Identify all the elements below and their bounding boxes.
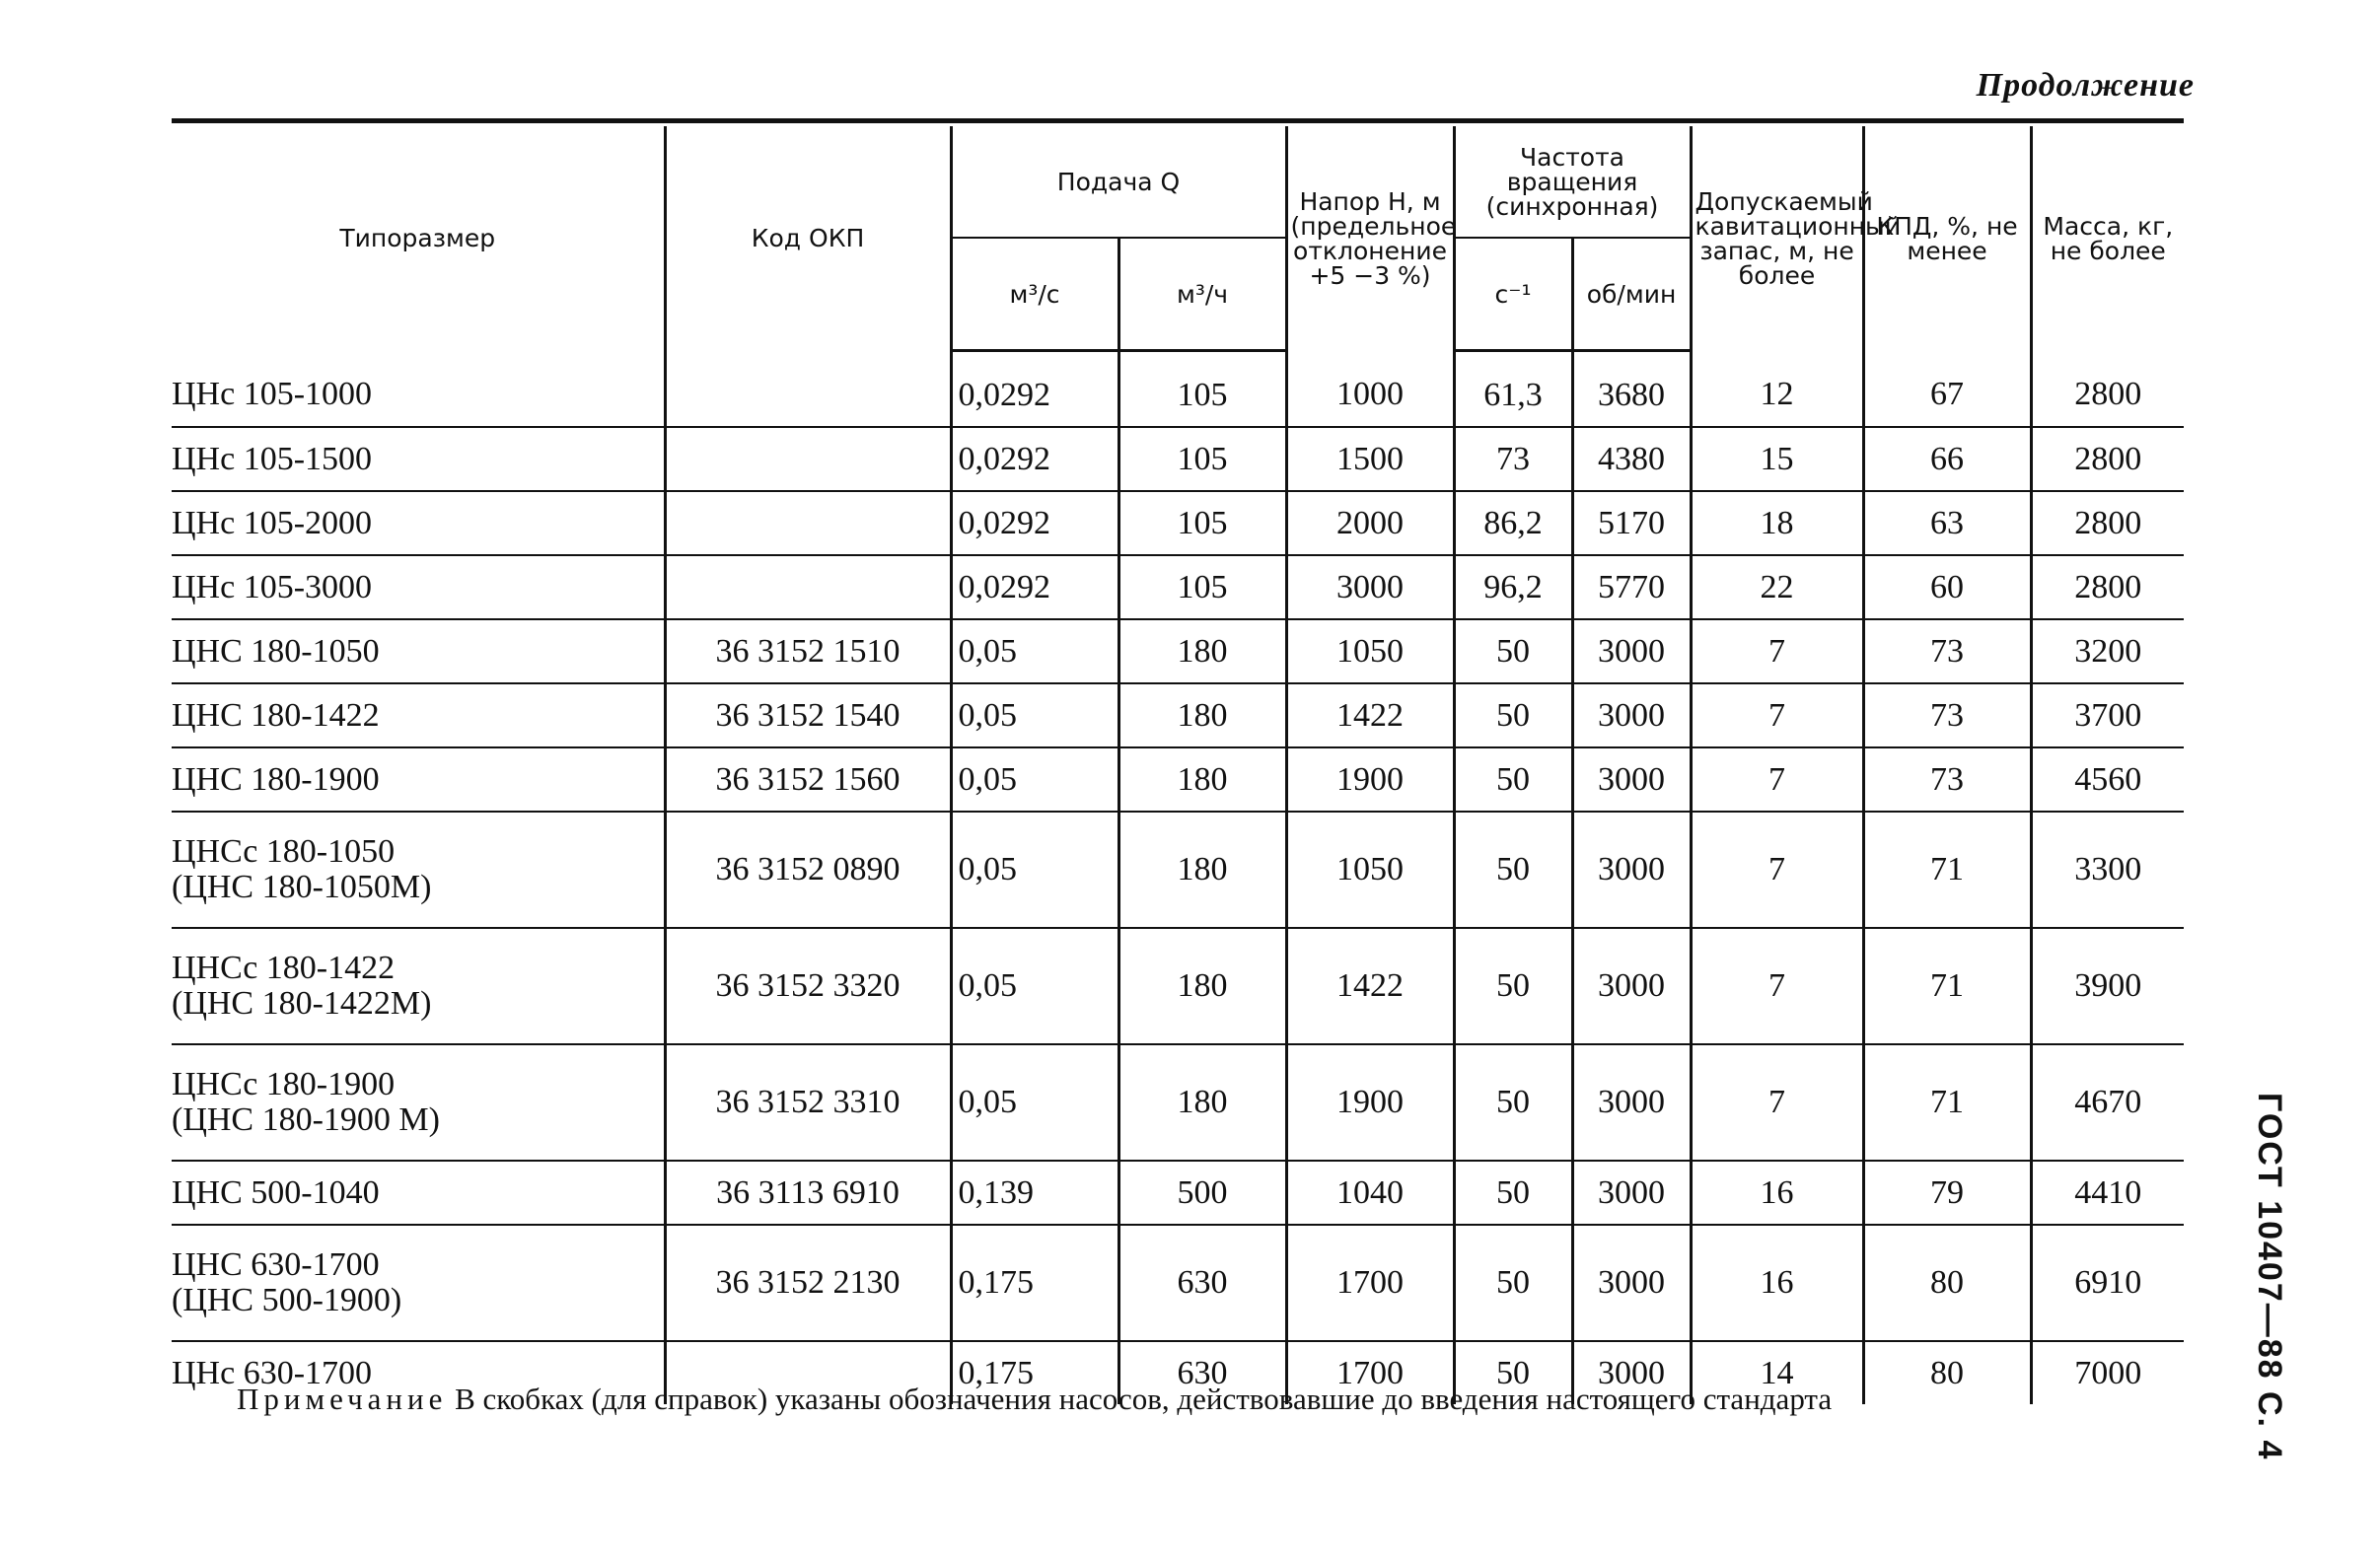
cell-supply-m3s: 0,175 — [951, 1341, 1118, 1404]
cell-code: 36 3152 0890 — [665, 812, 951, 928]
cell-type — [172, 619, 665, 683]
header-supply-m3s: м³/с — [951, 238, 1118, 351]
header-code: Код ОКП — [665, 126, 951, 351]
cell-speed-s: 96,2 — [1454, 555, 1572, 619]
cell-supply-m3h: 180 — [1118, 1044, 1286, 1161]
type-name: ЦНс 105-2000 — [172, 504, 373, 541]
cell-npsh: 18 — [1691, 491, 1863, 555]
cell-supply-m3s: 0,05 — [951, 812, 1118, 928]
cell-speed-s: 50 — [1454, 812, 1572, 928]
cell-speed-rpm: 3000 — [1572, 1044, 1691, 1161]
cell-npsh: 7 — [1691, 1044, 1863, 1161]
table-row — [172, 555, 2184, 619]
table-row — [172, 928, 2184, 1044]
cell-head: 1500 — [1286, 427, 1454, 491]
cell-head: 1700 — [1286, 1225, 1454, 1341]
cell-mass: 2800 — [2031, 351, 2184, 428]
cell-speed-rpm: 3000 — [1572, 1225, 1691, 1341]
cell-type — [172, 928, 665, 1044]
cell-supply-m3h: 180 — [1118, 812, 1286, 928]
cell-head: 1700 — [1286, 1341, 1454, 1404]
cell-speed-rpm: 3000 — [1572, 1341, 1691, 1404]
type-name: ЦНСс 180-1422 — [172, 950, 396, 986]
cell-head: 1050 — [1286, 619, 1454, 683]
cell-mass: 4670 — [2031, 1044, 2184, 1161]
type-name: ЦНс 105-1500 — [172, 440, 373, 477]
pump-spec-table — [172, 126, 2184, 1404]
cell-head: 1422 — [1286, 928, 1454, 1044]
cell-speed-s: 50 — [1454, 619, 1572, 683]
cell-speed-s: 50 — [1454, 1044, 1572, 1161]
type-name: ЦНС 180-1900 — [172, 760, 380, 798]
table-row — [172, 1044, 2184, 1161]
cell-efficiency: 73 — [1863, 683, 2031, 747]
type-name: ЦНС 180-1050 — [172, 632, 380, 670]
table-note — [172, 1381, 2184, 1418]
cell-speed-rpm: 3680 — [1572, 351, 1691, 428]
cell-mass: 2800 — [2031, 491, 2184, 555]
cell-speed-rpm: 3000 — [1572, 683, 1691, 747]
cell-npsh: 7 — [1691, 619, 1863, 683]
cell-type — [172, 491, 665, 555]
cell-supply-m3h: 630 — [1118, 1341, 1286, 1404]
cell-code: 36 3152 3320 — [665, 928, 951, 1044]
type-name: ЦНС 180-1422 — [172, 696, 380, 734]
note-text: В скобках (для справок) указаны обозначения насосов, действовавшие до введения настоящего стандарта — [455, 1382, 1833, 1416]
cell-supply-m3s: 0,139 — [951, 1161, 1118, 1225]
cell-code: 36 3152 3310 — [665, 1044, 951, 1161]
cell-efficiency: 80 — [1863, 1341, 2031, 1404]
cell-speed-s: 50 — [1454, 1341, 1572, 1404]
type-name: ЦНС 630-1700 — [172, 1246, 380, 1283]
cell-code — [665, 555, 951, 619]
cell-efficiency: 71 — [1863, 928, 2031, 1044]
header-mass: Масса, кг, не более — [2031, 126, 2184, 351]
cell-supply-m3h: 105 — [1118, 491, 1286, 555]
header-type: Типоразмер — [339, 224, 496, 253]
cell-supply-m3h: 105 — [1118, 351, 1286, 428]
cell-speed-rpm: 3000 — [1572, 1161, 1691, 1225]
cell-head: 1000 — [1286, 351, 1454, 428]
cell-npsh: 15 — [1691, 427, 1863, 491]
cell-code — [665, 427, 951, 491]
cell-supply-m3s: 0,0292 — [951, 555, 1118, 619]
cell-head: 2000 — [1286, 491, 1454, 555]
cell-supply-m3s: 0,05 — [951, 683, 1118, 747]
cell-type — [172, 1044, 665, 1161]
continuation-label: Продолжение — [1976, 67, 2195, 104]
cell-speed-rpm: 3000 — [1572, 812, 1691, 928]
header-efficiency: КПД, %, не менее — [1863, 126, 2031, 351]
cell-npsh: 7 — [1691, 683, 1863, 747]
cell-npsh: 12 — [1691, 351, 1863, 428]
cell-supply-m3s: 0,05 — [951, 619, 1118, 683]
cell-supply-m3h: 180 — [1118, 619, 1286, 683]
cell-supply-m3h: 500 — [1118, 1161, 1286, 1225]
cell-npsh: 7 — [1691, 928, 1863, 1044]
cell-npsh: 7 — [1691, 812, 1863, 928]
cell-efficiency: 63 — [1863, 491, 2031, 555]
cell-speed-rpm: 4380 — [1572, 427, 1691, 491]
cell-supply-m3s: 0,0292 — [951, 491, 1118, 555]
cell-head: 1422 — [1286, 683, 1454, 747]
header-head: Напор H, м (предельное отклонение +5 −3 %) — [1286, 126, 1454, 351]
table-row — [172, 683, 2184, 747]
cell-efficiency: 79 — [1863, 1161, 2031, 1225]
type-former-name: (ЦНС 180-1900 М) — [172, 1101, 440, 1138]
cell-npsh: 16 — [1691, 1225, 1863, 1341]
type-former-name: (ЦНС 180-1422М) — [172, 985, 432, 1022]
document-side-title: ГОСТ 10407—88 С. 4 — [2251, 1093, 2288, 1461]
cell-speed-s: 73 — [1454, 427, 1572, 491]
type-former-name: (ЦНС 180-1050М) — [172, 869, 432, 905]
cell-speed-s: 50 — [1454, 928, 1572, 1044]
cell-npsh: 22 — [1691, 555, 1863, 619]
type-former-name: (ЦНС 500-1900) — [172, 1282, 402, 1318]
cell-mass: 3300 — [2031, 812, 2184, 928]
cell-efficiency: 67 — [1863, 351, 2031, 428]
cell-speed-s: 50 — [1454, 683, 1572, 747]
type-name: ЦНс 105-3000 — [172, 568, 373, 605]
cell-code — [665, 491, 951, 555]
cell-efficiency: 73 — [1863, 619, 2031, 683]
cell-mass: 7000 — [2031, 1341, 2184, 1404]
cell-efficiency: 73 — [1863, 747, 2031, 812]
table-row — [172, 1225, 2184, 1341]
cell-mass: 6910 — [2031, 1225, 2184, 1341]
table-row — [172, 427, 2184, 491]
cell-speed-s: 61,3 — [1454, 351, 1572, 428]
table-row — [172, 351, 2184, 428]
cell-head: 1900 — [1286, 747, 1454, 812]
cell-supply-m3s: 0,05 — [951, 928, 1118, 1044]
cell-speed-s: 50 — [1454, 1161, 1572, 1225]
type-name: ЦНСс 180-1050 — [172, 833, 396, 870]
cell-code: 36 3152 1510 — [665, 619, 951, 683]
cell-mass: 2800 — [2031, 427, 2184, 491]
cell-type — [172, 683, 665, 747]
cell-speed-s: 86,2 — [1454, 491, 1572, 555]
cell-supply-m3h: 180 — [1118, 683, 1286, 747]
cell-efficiency: 71 — [1863, 812, 2031, 928]
cell-type — [172, 427, 665, 491]
cell-supply-m3h: 105 — [1118, 427, 1286, 491]
cell-efficiency: 66 — [1863, 427, 2031, 491]
cell-code: 36 3152 2130 — [665, 1225, 951, 1341]
note-label: Примечание — [237, 1382, 448, 1416]
cell-mass: 4560 — [2031, 747, 2184, 812]
cell-type — [172, 555, 665, 619]
table-row — [172, 491, 2184, 555]
cell-head: 1050 — [1286, 812, 1454, 928]
cell-supply-m3s: 0,05 — [951, 747, 1118, 812]
cell-code: 36 3152 1540 — [665, 683, 951, 747]
cell-supply-m3s: 0,0292 — [951, 351, 1118, 428]
cell-speed-s: 50 — [1454, 747, 1572, 812]
table-top-rule — [172, 118, 2184, 123]
table-body — [172, 351, 2184, 1405]
cell-type — [172, 351, 665, 428]
header-speed-s: с⁻¹ — [1454, 238, 1572, 351]
cell-speed-s: 50 — [1454, 1225, 1572, 1341]
cell-npsh: 14 — [1691, 1341, 1863, 1404]
cell-supply-m3h: 180 — [1118, 928, 1286, 1044]
cell-type — [172, 747, 665, 812]
table-row — [172, 747, 2184, 812]
table-row — [172, 619, 2184, 683]
cell-type — [172, 1225, 665, 1341]
table-row — [172, 812, 2184, 928]
cell-efficiency: 71 — [1863, 1044, 2031, 1161]
header-supply-m3h: м³/ч — [1118, 238, 1286, 351]
cell-speed-rpm: 3000 — [1572, 619, 1691, 683]
table-row — [172, 1161, 2184, 1225]
cell-code — [665, 351, 951, 428]
cell-type — [172, 812, 665, 928]
type-name: ЦНс 630-1700 — [172, 1354, 373, 1391]
cell-mass: 3700 — [2031, 683, 2184, 747]
header-speed: Частота вращения (синхронная) — [1454, 126, 1691, 238]
type-name: ЦНСс 180-1900 — [172, 1066, 396, 1102]
cell-head: 3000 — [1286, 555, 1454, 619]
cell-supply-m3s: 0,175 — [951, 1225, 1118, 1341]
cell-speed-rpm: 5170 — [1572, 491, 1691, 555]
cell-supply-m3s: 0,05 — [951, 1044, 1118, 1161]
cell-mass: 2800 — [2031, 555, 2184, 619]
cell-mass: 3200 — [2031, 619, 2184, 683]
cell-mass: 4410 — [2031, 1161, 2184, 1225]
cell-supply-m3s: 0,0292 — [951, 427, 1118, 491]
cell-efficiency: 60 — [1863, 555, 2031, 619]
table-header — [172, 126, 2184, 351]
cell-type — [172, 1161, 665, 1225]
header-supply: Подача Q — [951, 126, 1286, 238]
type-name: ЦНС 500-1040 — [172, 1173, 380, 1211]
cell-supply-m3h: 180 — [1118, 747, 1286, 812]
header-npsh: Допускаемый кавитационный запас, м, не более — [1691, 126, 1863, 351]
cell-head: 1900 — [1286, 1044, 1454, 1161]
cell-head: 1040 — [1286, 1161, 1454, 1225]
cell-npsh: 7 — [1691, 747, 1863, 812]
cell-speed-rpm: 5770 — [1572, 555, 1691, 619]
cell-code: 36 3152 1560 — [665, 747, 951, 812]
cell-code: 36 3113 6910 — [665, 1161, 951, 1225]
cell-supply-m3h: 105 — [1118, 555, 1286, 619]
cell-speed-rpm: 3000 — [1572, 928, 1691, 1044]
cell-supply-m3h: 630 — [1118, 1225, 1286, 1341]
cell-npsh: 16 — [1691, 1161, 1863, 1225]
type-name: ЦНс 105-1000 — [172, 375, 373, 412]
cell-mass: 3900 — [2031, 928, 2184, 1044]
cell-speed-rpm: 3000 — [1572, 747, 1691, 812]
header-speed-rpm: об/мин — [1572, 238, 1691, 351]
cell-efficiency: 80 — [1863, 1225, 2031, 1341]
